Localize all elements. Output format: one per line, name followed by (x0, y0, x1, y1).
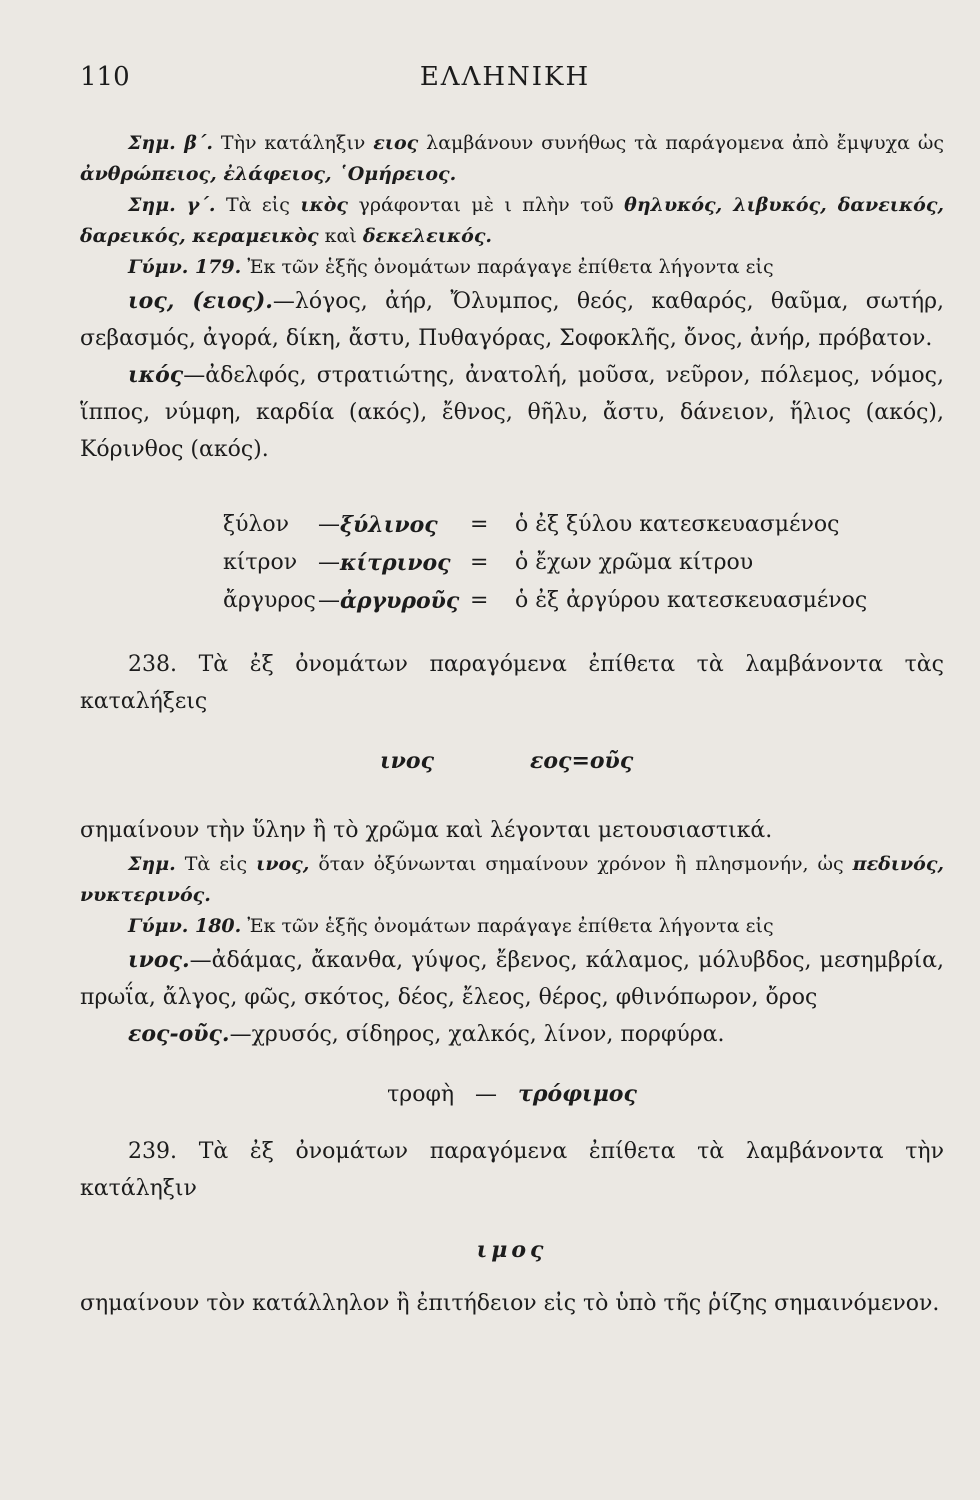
note-b-text-1: Τὴν κατάληξιν (220, 132, 366, 154)
trophe-derived: τρόφιμος (518, 1081, 637, 1107)
note-238-text-2: ὅταν ὀξύνωνται σημαίνουν χρόνον ἢ πλησμονήν, ὡς (318, 853, 844, 875)
derivation-dash: — (318, 512, 340, 537)
note-238-keyword-1: ινος, (256, 853, 310, 875)
derivation-eq: = (470, 550, 489, 575)
note-c-keyword-1: ικὸς (300, 194, 348, 216)
note-b (80, 128, 944, 190)
exercise-179-text: Ἐκ τῶν ἑξῆς ὀνομάτων παράγαγε ἐπίθετα λήγοντα εἰς (247, 256, 774, 278)
paragraph-ikos (80, 357, 944, 468)
meaning-238: σημαίνουν τὴν ὕλην ἢ τὸ χρῶμα καὶ λέγονται μετουσιαστικά. (80, 818, 773, 843)
note-238-label: Σημ. (128, 853, 176, 875)
suffix-ikos: ικός (128, 362, 184, 388)
page-header (80, 62, 930, 96)
section-238-text: Τὰ ἐξ ὀνομάτων παραγόμενα ἐπίθετα τὰ λαμβάνοντα τὰς καταλήξεις (80, 652, 944, 714)
derivation-base: κίτρον (223, 550, 298, 575)
derivation-meaning: ὁ ἐξ ξύλου κατεσκευασμένος (515, 512, 840, 537)
derivation-base: ἄργυρος (223, 588, 316, 613)
note-c-text-3: καὶ (324, 225, 357, 247)
note-b-keyword-1: ειος (373, 132, 419, 154)
suffix-ios: ιος, (ειος). (128, 288, 273, 314)
paragraph-inos-text: —ἀδάμας, ἄκανθα, γύψος, ἔβενος, κάλαμος, μόλυβδος, μεσημβρία, πρωΐα, ἄλγος, φῶς, σκότος, δέος, ἔλεος, θέρος, φθινόπωρον, ὄρος (80, 948, 944, 1010)
note-c (80, 190, 944, 252)
suffix-eos-label: εος-οῦς. (128, 1021, 230, 1047)
note-238-text-1: Τὰ εἰς (184, 853, 248, 875)
suffix-eos-ous: εος=οῦς (530, 748, 634, 774)
derivation-derived: κίτρινος (340, 550, 451, 576)
note-c-label: Σημ. γ΄. (128, 194, 216, 216)
section-239-text: Τὰ ἐξ ὀνομάτων παραγόμενα ἐπίθετα τὰ λαμβάνοντα τὴν κατάληξιν (80, 1139, 944, 1201)
trophe-derivation (80, 1081, 944, 1107)
paragraph-ios (80, 283, 944, 357)
suffix-imos: ιμος (476, 1237, 548, 1263)
meaning-239: σημαίνουν τὸν κατάλληλον ἢ ἐπιτήδειον εἰς τὸ ὑπὸ τῆς ῥίζης σημαινόμενον. (80, 1291, 940, 1316)
note-c-keyword-2: θηλυκός, λιβυκός, δανεικός, δαρεικός, κεραμεικὸς (80, 194, 945, 247)
section-238 (80, 646, 944, 720)
derivation-meaning: ὁ ἔχων χρῶμα κίτρου (515, 550, 754, 575)
derivation-row (223, 582, 944, 620)
paragraph-inos (80, 942, 944, 1016)
suffix-inos: ινος (380, 748, 434, 774)
section-239-number: 239. (128, 1139, 177, 1164)
derivation-eq: = (470, 512, 489, 537)
derivation-eq: = (470, 588, 489, 613)
note-c-text-1: Τὰ εἰς (225, 194, 290, 216)
exercise-180-label: Γύμν. 180. (128, 915, 242, 937)
derivation-derived: ἀργυροῦς (340, 588, 460, 614)
note-b-keyword-2: ἀνθρώπειος, ἐλάφειος, ῾Ομήρειος. (80, 163, 457, 185)
derivation-derived: ξύλινος (340, 512, 438, 538)
derivation-row (223, 506, 944, 544)
derivation-meaning: ὁ ἐξ ἀργύρου κατεσκευασμένος (515, 588, 868, 613)
paragraph-eos (80, 1016, 944, 1053)
derivation-base: ξύλον (223, 512, 290, 537)
suffix-inos-label: ινος. (128, 947, 190, 973)
exercise-179-label: Γύμν. 179. (128, 256, 242, 278)
suffixes-238 (80, 748, 944, 798)
running-title: ΕΛΛΗΝΙΚΗ (419, 62, 591, 92)
suffix-239-line (80, 1237, 944, 1263)
page-number: 110 (80, 62, 130, 92)
page-body (80, 128, 944, 1322)
paragraph-ios-text: —λόγος, ἀήρ, Ὄλυμπος, θεός, καθαρός, θαῦμα, σωτήρ, σεβασμός, ἀγορά, δίκη, ἄστυ, Πυθαγόρας, Σοφοκλῆς, ὄνος, ἀνήρ, πρόβατον. (80, 289, 944, 351)
note-238 (80, 849, 944, 911)
exercise-179 (80, 252, 944, 283)
note-c-text-2: γράφονται μὲ ι πλὴν τοῦ (358, 194, 614, 216)
note-238-keyword-2: πεδινός, νυκτερινός. (80, 853, 945, 906)
note-c-keyword-3: δεκελεικός. (362, 225, 493, 247)
section-238-number: 238. (128, 652, 177, 677)
paragraph-ikos-text: —ἀδελφός, στρατιώτης, ἀνατολή, μοῦσα, νεῦρον, πόλεμος, νόμος, ἵππος, νύμφη, καρδία (ακός), ἔθνος, θῆλυ, ἄστυ, δάνειον, ἥλιος (ακός), Κόρινθος (ακός). (80, 363, 944, 462)
derivation-dash: — (318, 550, 340, 575)
paragraph-eos-text: —χρυσός, σίδηρος, χαλκός, λίνον, πορφύρα. (229, 1022, 725, 1047)
note-b-text-2: λαμβάνουν συνήθως τὰ παράγομενα ἀπὸ ἔμψυχα ὡς (426, 132, 944, 154)
section-239 (80, 1133, 944, 1207)
derivation-table (223, 506, 944, 620)
derivation-row (223, 544, 944, 582)
exercise-180 (80, 911, 944, 942)
trophe-dash: — (475, 1082, 498, 1107)
exercise-180-text: Ἐκ τῶν ἑξῆς ὀνομάτων παράγαγε ἐπίθετα λήγοντα εἰς (247, 915, 774, 937)
trophe-base: τροφὴ (387, 1082, 455, 1107)
derivation-dash: — (318, 588, 340, 613)
note-b-label: Σημ. β΄. (128, 132, 213, 154)
